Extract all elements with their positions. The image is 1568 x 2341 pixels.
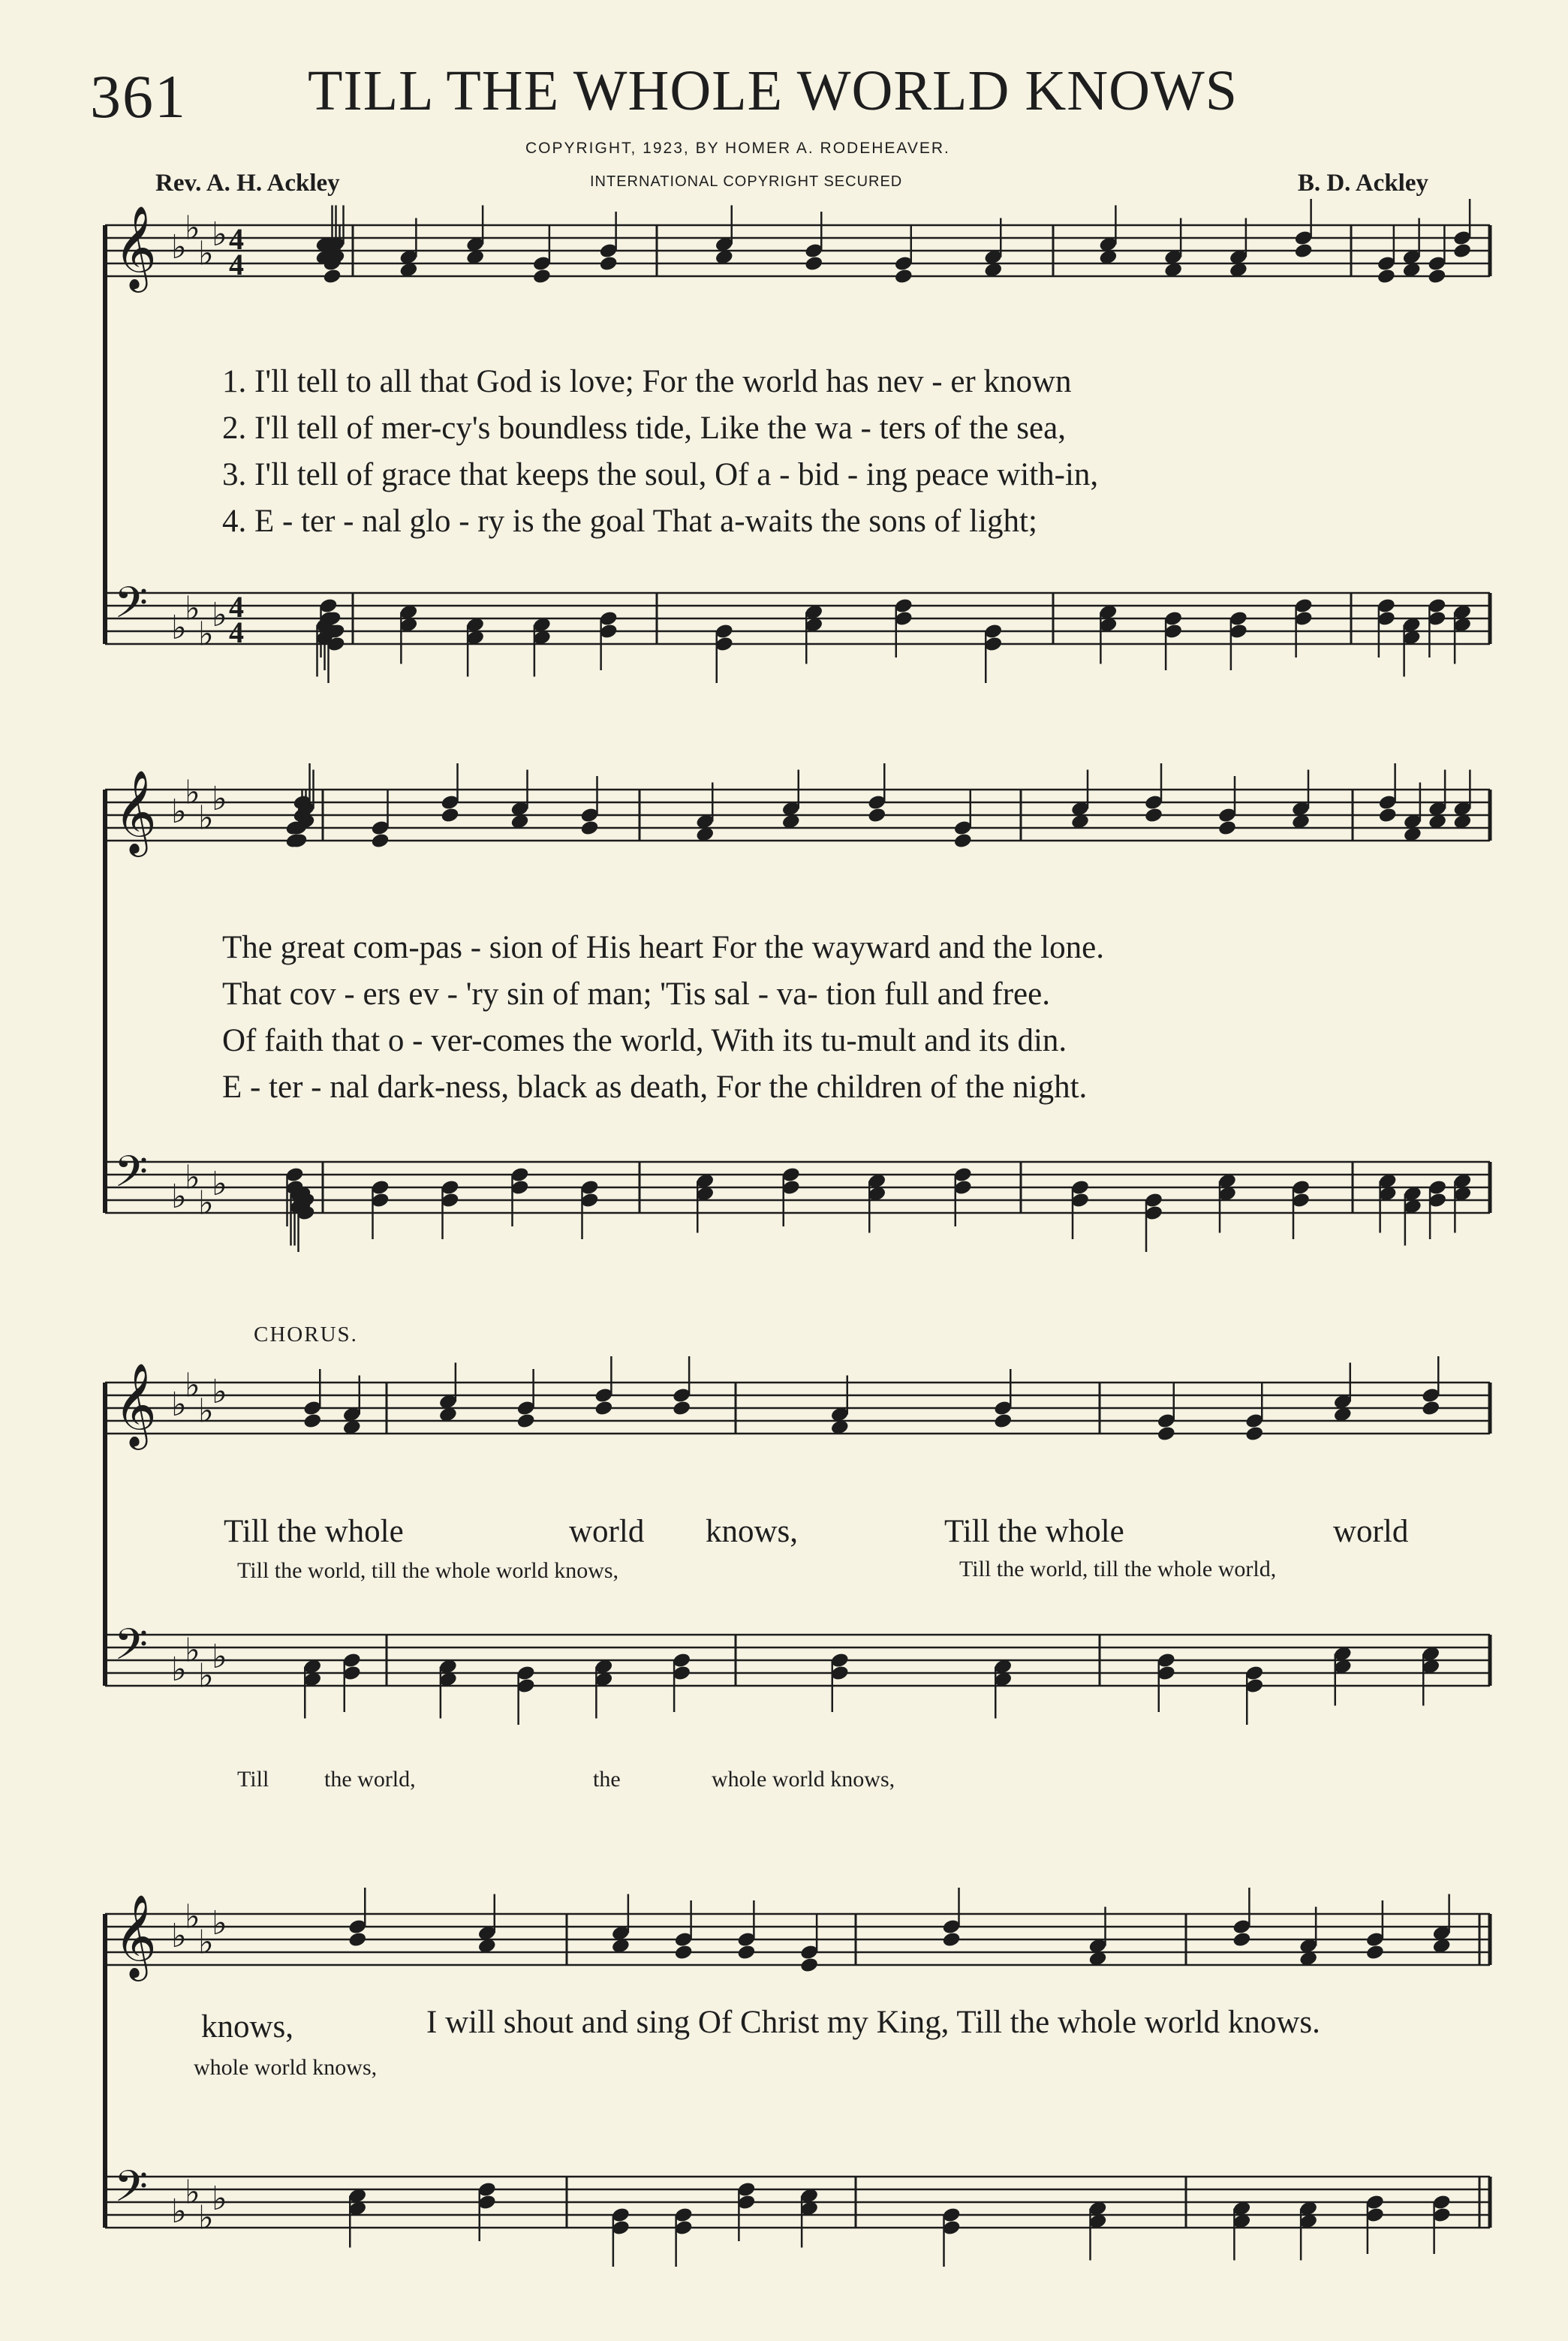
flat-icon: ♭ [185,589,200,628]
note-head [1157,1425,1176,1443]
flat-icon: ♭ [171,2192,187,2231]
note-head [1421,1400,1440,1417]
flat-icon: ♭ [185,773,200,812]
note-head [799,1957,819,1974]
flat-icon: ♭ [212,1373,227,1411]
note-head [1377,268,1396,285]
note-head [370,832,390,850]
flat-icon: ♭ [171,609,187,647]
note-head [1365,1944,1385,1961]
flat-icon: ♭ [198,2198,214,2237]
copyright-line: COPYRIGHT, 1923, BY HOMER A. RODEHEAVER. [525,140,950,157]
chorus-soprano-2a: knows, [201,2009,294,2045]
chorus-soprano-1d: Till the whole [944,1514,1124,1549]
verse-3-line-2: Of faith that o - ver-comes the world, With its tu-mult and its din. [222,1023,1067,1058]
bass-clef-icon: 𝄢 [114,577,149,639]
chorus-soprano-1a: Till the whole [224,1514,404,1549]
flat-icon: ♭ [198,1184,214,1223]
note-head [674,1944,694,1961]
time-signature: 4 [229,590,244,624]
chorus-alto-1a: Till the world, till the whole world knows, [237,1558,619,1583]
note-head [894,268,913,285]
hymn-number: 361 [90,62,187,131]
note-head [672,1400,691,1417]
chorus-soprano-2b: I will shout and sing Of Christ my King, Till the whole world knows. [426,2005,1320,2040]
bass-clef-icon: 𝄢 [114,2161,149,2222]
treble-clef-icon: 𝄞 [114,769,157,853]
flat-icon: ♭ [212,596,227,634]
verse-2-line-2: That cov - ers ev - 'ry sin of man; 'Tis sal - va- tion full and free. [222,976,1050,1012]
note-head [594,1400,613,1417]
bass-clef-icon: 𝄢 [114,1619,149,1681]
flat-icon: ♭ [212,1638,227,1676]
flat-icon: ♭ [185,1631,200,1670]
note-head [579,820,599,837]
flat-icon: ♭ [185,1897,200,1936]
flat-icon: ♭ [171,1386,187,1424]
flat-icon: ♭ [185,209,200,248]
flat-icon: ♭ [198,1656,214,1696]
note-head [1378,807,1398,824]
time-signature: 4 [229,222,244,256]
note-head [1452,242,1472,260]
verse-3-line-1: 3. I'll tell of grace that keeps the soul, Of a - bid - ing peace with-in, [222,457,1099,492]
chorus-soprano-1e: world [1333,1514,1409,1549]
treble-clef-icon: 𝄞 [114,205,157,289]
flat-icon: ♭ [171,1917,187,1955]
chorus-bass-1b: the world, [324,1767,416,1792]
note-head [953,832,973,850]
note-head [348,1931,367,1948]
words-credit: Rev. A. H. Ackley [155,170,340,197]
verse-4-line-2: E - ter - nal dark-ness, black as death, For the children of the night. [222,1070,1088,1105]
flat-icon: ♭ [185,2173,200,2212]
note-head [532,268,552,285]
time-signature: 4 [229,248,244,281]
chorus-bass-1d: whole world knows, [712,1767,895,1792]
flat-icon: ♭ [198,234,214,273]
flat-icon: ♭ [171,1178,187,1216]
flat-icon: ♭ [212,2180,227,2218]
chorus-label: CHORUS. [254,1322,358,1347]
note-head [1294,242,1314,260]
flat-icon: ♭ [198,615,214,654]
music-credit: B. D. Ackley [1297,170,1428,197]
hymn-title: TILL THE WHOLE WORLD KNOWS [308,59,1238,122]
chorus-alto-1b: Till the world, till the whole world, [959,1557,1277,1581]
time-signature: 4 [229,615,244,649]
note-head [1244,1425,1264,1443]
flat-icon: ♭ [198,799,214,838]
verse-4-line-1: 4. E - ter - nal glo - ry is the goal That a-waits the sons of light; [222,504,1037,539]
note-head [1427,268,1446,285]
flat-icon: ♭ [185,1158,200,1197]
note-head [1144,807,1163,824]
treble-clef-icon: 𝄞 [114,1362,157,1446]
flat-icon: ♭ [212,1165,227,1203]
flat-icon: ♭ [212,780,227,818]
note-head [941,1931,961,1948]
note-head [302,1413,322,1430]
verse-1-line-1: 1. I'll tell to all that God is love; For the world has nev - er known [222,364,1072,399]
note-head [804,255,823,272]
note-head [867,807,886,824]
flat-icon: ♭ [198,1392,214,1431]
chorus-soprano-1b: world [569,1514,645,1549]
treble-clef-icon: 𝄞 [114,1894,157,1978]
verse-1-line-2: The great com-pas - sion of His heart For the wayward and the lone. [222,930,1104,965]
flat-icon: ♭ [212,1904,227,1942]
bass-clef-icon: 𝄢 [114,1146,149,1208]
note-head [1232,1931,1251,1948]
note-head [736,1944,756,1961]
flat-icon: ♭ [185,1366,200,1405]
flat-icon: ♭ [171,228,187,266]
note-head [322,268,342,285]
flat-icon: ♭ [198,1923,214,1962]
chorus-soprano-1c: knows, [706,1514,799,1549]
chorus-bass-1c: the [593,1767,621,1792]
note-head [440,807,459,824]
flat-icon: ♭ [171,1650,187,1689]
note-head [1217,820,1237,837]
verse-2-line-1: 2. I'll tell of mer-cy's boundless tide, Like the wa - ters of the sea, [222,411,1066,446]
note-head [993,1413,1013,1430]
note-head [516,1413,536,1430]
chorus-bass-1a: Till [237,1767,269,1792]
note-head [599,255,618,272]
copyright-secured: INTERNATIONAL COPYRIGHT SECURED [590,173,903,190]
chorus-alto-2: whole world knows, [194,2055,378,2080]
flat-icon: ♭ [171,793,187,831]
flat-icon: ♭ [212,215,227,254]
